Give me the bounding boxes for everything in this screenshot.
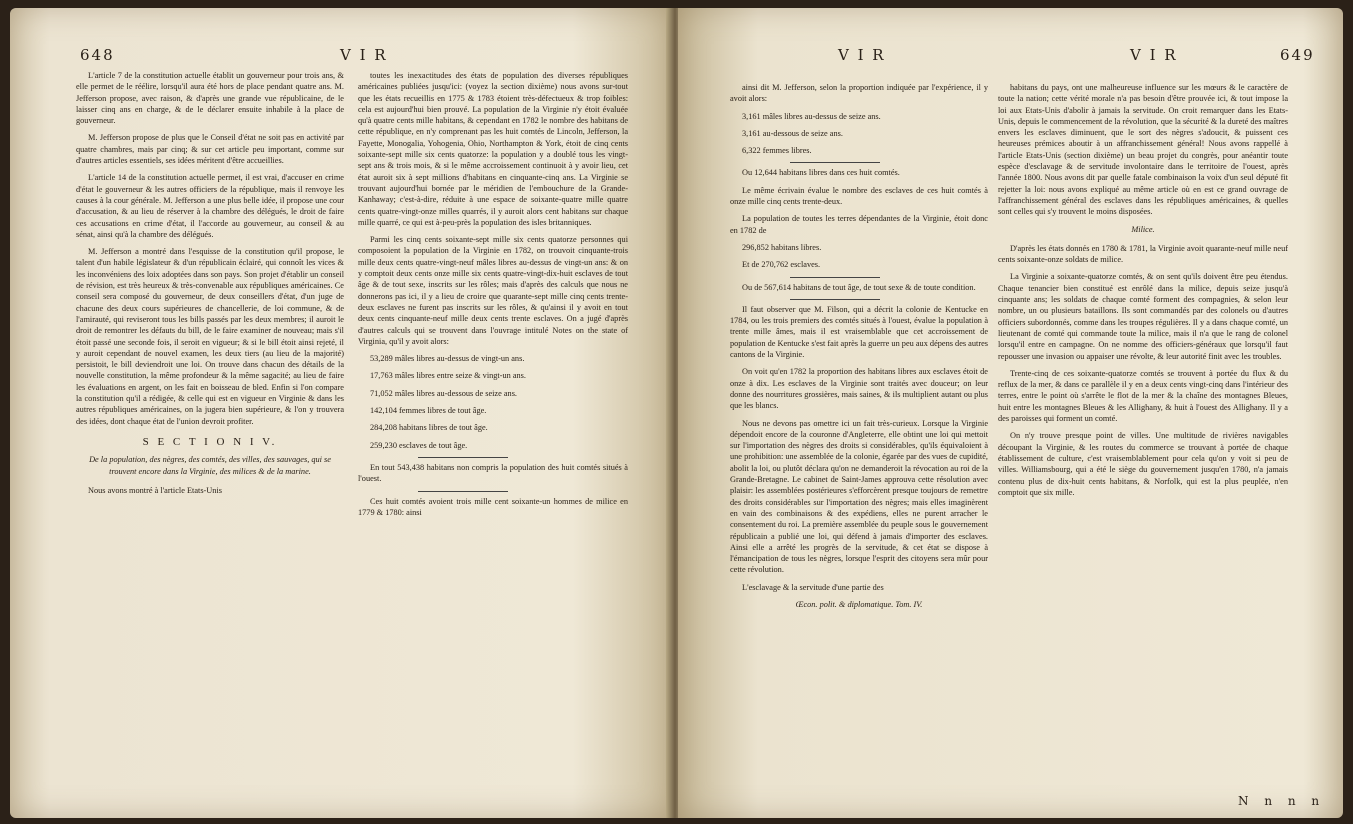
running-head: V I R [1130,46,1178,64]
divider [418,491,508,492]
table-row: 259,230 esclaves de tout âge. [370,440,468,450]
page-number: 649 [1280,46,1315,64]
running-head: V I R [838,46,886,64]
paragraph: Parmi les cinq cents soixante-sept mille six cents quatorze personnes qui composoient la population de la Virginie en 1782, on trouvoit cinquante-trois mille deux cents quatre-vingt-neuf mâles libres au-dessus de vingt-un ans: & on y comptoit deux cents onze mille six cents quatre-vingt-dix-huit esclaves de tout âge & de tout sexe, inscrits sur les rôles; mais d'après des calculs que nous ne donnerons pas ici, il y a lieu de croire que quarante-sept mille cinq cents trente-deux esclaves ne furent pas inscrits sur les rôles, & qu'ainsi il y avoit en tout deux cents cinquante-neuf mille deux cents trente esclaves. On a jugé d'après d'autres calculs qui se trouvent dans l'ouvrage intitulé Notes on the state of Virginia, qu'il y avoit alors: [358,235,628,346]
paragraph: La population de toutes les terres dépendantes de la Virginie, étoit donc en 1782 de [730,214,988,235]
table-row: 17,763 mâles libres entre seize & vingt-un ans. [370,371,526,381]
right-page [678,8,1343,818]
table-row: 296,852 habitans libres. [742,242,822,252]
paragraph: Ces huit comtés avoient trois mille cent soixante-un hommes de milice en 1779 & 1780: ainsi [358,496,628,517]
paragraph: D'après les états donnés en 1780 & 1781, la Virginie avoit quarante-neuf mille neuf cents soixante-onze soldats de milice. [998,243,1288,265]
signature-mark: N n n n [1238,794,1326,808]
table-row: 6,322 femmes libres. [742,146,812,156]
left-column-2 [358,70,628,810]
paragraph: L'article 7 de la constitution actuelle établit un gouverneur pour trois ans, & elle permet de le réélire, lorsqu'il aura été hors de place pendant quatre ans. M. Jefferson propose, avec raison, & d'après une grande vue républicaine, de le laisser cinq ans en charge, & de le déclarer ensuite inhabile à la place de gouverneur. [76,71,344,126]
paragraph: M. Jefferson a montré dans l'esquisse de la constitution qu'il propose, le talent d'un habile législateur & d'un républicain éclairé, qui connoît les vices & les inconvéniens des loix adoptées dans son pays. Son projet d'établir un conseil de révision, est très heureux & très-convenable aux républiques américaines. Ce conseil sera composé du gouverneur, de deux conseillers d'état, d'un juge de chacune des deux cours supérieures de chancellerie, de loi commune, & de l'amirauté, qui reviseront tous les bills passés par les deux membres; il auroit le droit de remontrer les défauts du bill, de le faire examiner de nouveau; mais s'il étoit passé une seconde fois, il seroit en vigueur; & si le bill étoit ainsi rejeté, il y auroit cependant de nouvel examen, les deux tiers (au lieu de la majorité) persistoit, le bill deviendroit une loi. On trouve dans chacun des détails de la nouvelle constitution, la même profondeur & la même sagacité; au lieu de faire les évaluations en argent, on les fait en boisseau de bled. Enfin si l'on compare la constitution qu'il a rédigée, & celle qui est en vigueur en Virginie & dans les autres républiques américaines, on la jugera bien supérieure, & l'on y trouvera des idées, dont chaque état de l'union devroit profiter. [76,247,344,426]
right-column-2 [998,82,1288,792]
table-row: 53,289 mâles libres au-dessus de vingt-un ans. [370,354,525,364]
table-row: 3,161 au-dessous de seize ans. [742,128,843,138]
paragraph: Trente-cinq de ces soixante-quatorze comtés se trouvent à portée du flux & du reflux de la mer, & dans ce parallèle il y en a deux cents vingt-cinq dans l'intérieur des terres, entre le point où s'arrête le flot de la mer & la chaîne des montagnes Bleues, huit entre les montagnes Bleues & les Allighany, & huit à l'ouest des Allighany. Il y a des paroisses qui forment un comté. [998,368,1288,424]
left-column-1 [76,70,344,810]
paragraph: On voit qu'en 1782 la proportion des habitans libres aux esclaves étoit de onze à dix. Les esclaves de la Virginie sont traités avec douceur; on leur donne des nourritures grossières, mais saines, & ils multiplient autant ou plus que les blancs. [730,367,988,411]
paragraph: Il faut observer que M. Filson, qui a décrit la colonie de Kentucke en 1784, ou les trois premiers des comtés situés à l'ouest, évalue la population à trente mille âmes, mais il est vraisemblable que cet accroissement de population de Kentucke s'est fait après la guerre un peu aux dépens des autres cantons de la Virginie. [730,304,988,360]
paragraph: La Virginie a soixante-quatorze comtés, & on sent qu'ils doivent être peu étendus. Chaque tenancier bien constitué est enrôlé dans la milice, depuis seize jusqu'à cinquante ans; les soldats de chaque comté forment des compagnies, & selon leur nombre, un ou plusieurs bataillons. Ils sont commandés par des colonels ou d'autres officiers subordonnés, comme dans les troupes régulières. Il y a dans chaque comté, un lieutenant de comté qui commande toute la milice, mais il n'a que le rang de colonel lorsqu'il entre en campagne. On ne nomme des officiers-généraux que lorsqu'il faut repousser une invasion ou appaiser une révolte, & leur autorité finit avec les troubles. [998,272,1288,361]
left-page [10,8,672,818]
divider [790,299,880,300]
total-line: En tout 543,438 habitans non compris la population des huit comtés situés à l'ouest. [358,462,628,484]
total-line: Ou de 567,614 habitans de tout âge, de tout sexe & de toute condition. [742,282,976,292]
paragraph: habitans du pays, ont une malheureuse influence sur les mœurs & le caractère de toute la nation; cette vérité morale n'a pas besoin d'être prouvée ici, & tout impose la loi aux Etats-Unis d'abolir à jamais la servitude. On croit remarquer dans les Etats-Unis, depuis le commencement de la révolution, que la sécurité & la dureté des maîtres envers les esclaves diminuent, que le sort des nègres s'adoucit, & puissent ces heureuses prémices aboutir à un affranchissement général! Nous avons rappellé à l'article Etats-Unis (section dixième) un beau projet du congrès, pour anéantir toute espèce d'esclavage & de servitude involontaire dans le territoire de l'ouest, après l'année 1800. Nous avons dit par quelle fatale combinaison la voix d'un seul député fit rejetter la loi: nous avons expliqué au même article où en est ce grand ouvrage de l'affranchissement général des esclaves dans les républiques américaines, & quelles sont celles qui s'y trouvent le moins disposées. [998,83,1288,217]
table-row: Et de 270,762 esclaves. [742,260,821,270]
paragraph: L'article 14 de la constitution actuelle permet, il est vrai, d'accuser en crime d'état le gouverneur & les autres officiers de la république, mais il renvoye les causes à la cour générale. M. Jefferson a une plus belle idée, il propose une cour d'accusation, & au lieu de réserver à la chambre des délégués, le droit de faire ces accusations en crime d'état, il l'accorde au gouverneur, au conseil & au sénat, ainsi qu'à la chambre des délégués. [76,173,344,239]
paragraph: ainsi dit M. Jefferson, selon la proportion indiquée par l'expérience, il y avoit alors: [730,83,988,104]
page-footer: Œcon. polit. & diplomatique. Tom. IV. [795,599,923,609]
section-subtitle: De la population, des nègres, des comtés, des villes, des sauvages, qui se trouvent encore dans la Virginie, des milices & de la marine. [89,455,331,476]
running-head: V I R [340,46,388,64]
paragraph: L'esclavage & la servitude d'une partie des [742,582,884,592]
paragraph: On n'y trouve presque point de villes. Une multitude de rivières navigables découpant la Virginie, & les routes du commerce se trouvant à portée de chaque établissement de culture, c'est vraisemblablement pour cela qu'on y voit si peu de villes. Williamsbourg, qui a été le siège du gouvernement jusqu'en 1780, n'a jamais contenu plus de dix-huit cents habitans, & Norfolk, qui est la plus peuplée, n'en comptoit que six mille. [998,431,1288,497]
table-row: 3,161 mâles libres au-dessus de seize ans. [742,111,881,121]
page-number: 648 [80,46,115,64]
paragraph: M. Jefferson propose de plus que le Conseil d'état ne soit pas en activité par quatre chambres, mais par cinq; & sur cet article peu important, comme sur d'autres articles essentiels, ses idées méritent d'être accueillies. [76,133,344,166]
paragraph: Nous ne devons pas omettre ici un fait très-curieux. Lorsque la Virginie dépendoit encore de la couronne d'Angleterre, elle obtint une loi qui mettoit sur l'importation des nègres des droits si considérables, qu'ils équivaloient à une prohibition: une assemblée de la colonie, égarée par des vues de cupidité, abolit la loi, ou plutôt déclara qu'on ne demanderoit la révocation au roi de la Grande-Bretagne. Le cabinet de Saint-James approuva cette résolution avec plaisir: les assemblées postérieures s'efforcèrent presque toujours de remettre des droits considérables sur l'importation des nègres; mais elles imaginèrent en vain des combinaisons & des expédiens, elles ne purent arracher le consentement du roi. La première assemblée du peuple sous le gouvernement républicain a publié une loi, qui défend à jamais d'importer des esclaves. Ainsi elle a arrêté les progrès de la servitude, & cet état se dispose à l'émancipation de tous les nègres, lorsque l'esprit des citoyens sera mûr pour cette révolution. [730,418,988,575]
divider [790,162,880,163]
right-column-1 [730,82,988,810]
open-book [10,8,1343,818]
sum-line: Ou 12,644 habitans libres dans ces huit comtés. [742,168,900,178]
divider [418,457,508,458]
divider [790,277,880,278]
paragraph: Le même écrivain évalue le nombre des esclaves de ces huit comtés à onze mille cinq cents trente-deux. [730,185,988,207]
table-row: 71,052 mâles libres au-dessous de seize ans. [370,388,518,398]
paragraph: toutes les inexactitudes des états de population des diverses républiques américaines publiées jusqu'ici: (voyez la section dixième) nous avons sur-tout que les états recueillis en 1775 & 1783 étoient très-défectueux & trop foibles: cela est aujourd'hui bien prouvé. La population de la Virginie n'y étoit évaluée qu'à quatre cents mille habitans, & cependant en 1782 le nombre des habitans de cette république, en n'y comprenant pas les huit comtés de Lincoln, Jefferson, la Fayette, Monogalia, Yohogenia, Ohio, Northampton & York, étoit de cinq cents soixante-sept mille six cents quatorze: la population y a doublé tous les vingt-sept ans & trois mois, & si le même accroissement continuoit à y avoir lieu, cet état auroit six à sept millions d'habitans en cinquante-cinq ans. La Virginie se trouvant aujourd'hui bornée par le méridien de l'embouchure de la Grande-Kanhaway; c'est-à-dire, réduite à une espace de soixante-quatre mille quatre cents quatre-vingt-onze milles quarrés, il y auroit alors cent habitans sur chaque mille quarré, ce qui est à-peu-près la population des isles britanniques. [358,71,628,227]
table-row: 142,104 femmes libres de tout âge. [370,406,487,416]
subheading: Milice. [1131,224,1155,234]
paragraph: Nous avons montré à l'article Etats-Unis [88,485,222,495]
table-row: 284,208 habitans libres de tout âge. [370,423,488,433]
section-title: S E C T I O N I V. [142,435,278,448]
